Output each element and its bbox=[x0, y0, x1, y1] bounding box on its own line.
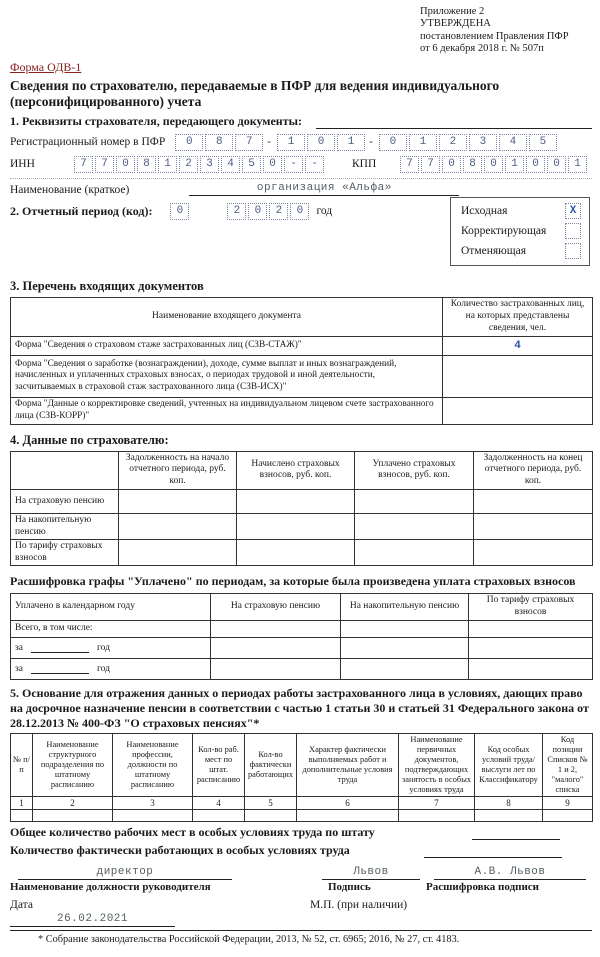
digit-cell[interactable]: 5 bbox=[242, 156, 261, 173]
checkbox-iskhodnaya[interactable]: X bbox=[565, 203, 581, 219]
digit-cell[interactable]: 0 bbox=[116, 156, 135, 173]
sign-label: Подпись bbox=[328, 881, 371, 894]
table-row bbox=[11, 637, 593, 658]
col-header: Задолженность на начало отчетного периода, руб. коп. bbox=[119, 451, 237, 490]
table-row bbox=[11, 620, 593, 637]
digit-cell[interactable]: 0 bbox=[484, 156, 503, 173]
year-cells bbox=[225, 203, 309, 220]
kpp-cells bbox=[398, 156, 587, 173]
digit-cell[interactable]: 2 bbox=[227, 203, 246, 220]
stamp-label: М.П. (при наличии) bbox=[310, 899, 408, 912]
reg-number-cells bbox=[173, 134, 557, 151]
year-blank-line[interactable] bbox=[31, 664, 89, 674]
col-header: Уплачено в календарном году bbox=[11, 594, 211, 621]
dash-separator: - bbox=[267, 136, 272, 149]
inn-kpp-row bbox=[10, 156, 592, 173]
dotted-guide-line bbox=[10, 178, 592, 179]
col-number: 3 bbox=[113, 797, 193, 810]
section1-blank-line[interactable] bbox=[316, 117, 592, 129]
digit-cell[interactable]: 3 bbox=[200, 156, 219, 173]
form-type-row bbox=[461, 223, 581, 239]
short-name-row bbox=[10, 182, 592, 196]
col-number: 8 bbox=[475, 797, 543, 810]
amount-cell[interactable] bbox=[237, 490, 355, 514]
digit-cell[interactable]: 4 bbox=[221, 156, 240, 173]
digit-cell[interactable]: 7 bbox=[235, 134, 263, 151]
col-header: На страховую пенсию bbox=[211, 594, 341, 621]
date-stamp-row bbox=[10, 899, 592, 911]
data-cell[interactable] bbox=[245, 810, 297, 822]
data-cell[interactable] bbox=[11, 810, 33, 822]
year-blank-line[interactable] bbox=[31, 643, 89, 653]
digit-cell[interactable]: 2 bbox=[439, 134, 467, 151]
data-cell[interactable] bbox=[33, 810, 113, 822]
amount-cell[interactable] bbox=[119, 490, 237, 514]
digit-cell[interactable]: 0 bbox=[307, 134, 335, 151]
reg-number-row bbox=[10, 134, 592, 151]
form-code-label: Форма ОДВ-1 bbox=[10, 59, 82, 74]
checkbox-korrektiruyushchaya[interactable] bbox=[565, 223, 581, 239]
col-header-document: Наименование входящего документа bbox=[11, 297, 443, 336]
digit-cell[interactable]: - bbox=[305, 156, 324, 173]
col-header: Код позиции Списков № 1 и 2, "малого" списка bbox=[543, 733, 593, 796]
signature-labels-row bbox=[10, 881, 592, 893]
staff-total-row bbox=[10, 825, 592, 840]
col-header: Наименование первичных документов, подтверждающих занятость в особых условиях труда bbox=[399, 733, 475, 796]
table-row bbox=[11, 490, 593, 514]
col-header: Код особых условий труда/ выслуги лет по Классификатору bbox=[475, 733, 543, 796]
digit-cell[interactable]: 1 bbox=[337, 134, 365, 151]
digit-cell[interactable]: 0 bbox=[248, 203, 267, 220]
table-row bbox=[11, 397, 593, 424]
digit-cell[interactable]: 4 bbox=[499, 134, 527, 151]
incoming-documents-table bbox=[10, 297, 593, 425]
row-label: На накопительную пенсию bbox=[11, 514, 119, 540]
amount-cell[interactable] bbox=[355, 540, 474, 566]
approval-line: УТВЕРЖДЕНА bbox=[420, 18, 491, 30]
type-label-iskhodnaya: Исходная bbox=[461, 204, 508, 217]
digit-cell[interactable]: 0 bbox=[290, 203, 309, 220]
section4-heading: 4. Данные по страхователю: bbox=[10, 432, 169, 447]
amount-cell[interactable] bbox=[474, 490, 593, 514]
col-header: № п/п bbox=[11, 733, 33, 796]
count-cell[interactable] bbox=[443, 355, 593, 397]
inn-cells bbox=[72, 156, 324, 173]
actual-total-row bbox=[10, 843, 592, 858]
document-name-cell: Форма "Сведения о страховом стаже застрахованных лиц (СЗВ-СТАЖ)" bbox=[11, 336, 443, 355]
row-label: По тарифу страховых взносов bbox=[11, 540, 119, 566]
digit-cell[interactable]: 0 bbox=[263, 156, 282, 173]
spacer bbox=[310, 881, 328, 893]
amount-cell[interactable] bbox=[341, 658, 469, 679]
section1-heading: 1. Реквизиты страхователя, передающего документы: bbox=[10, 113, 302, 128]
kpp-label: КПП bbox=[352, 158, 377, 171]
col-header-count: Количество застрахованных лиц, на которых представлены сведения, чел. bbox=[443, 297, 593, 336]
year-row-cell bbox=[11, 658, 211, 679]
digit-cell[interactable]: 7 bbox=[95, 156, 114, 173]
column-number-row bbox=[11, 797, 593, 810]
amount-cell[interactable] bbox=[341, 637, 469, 658]
section5-heading: 5. Основание для отражения данных о периодах работы застрахованного лица в условиях, дающих право на досрочное назначение пенсии в соответствии с частью 1 статьи 30 и статьей 31 Федерального закона от 28.12.2013 № 400-ФЗ "О страховых пенсиях"* bbox=[10, 685, 589, 730]
actual-total-blank[interactable] bbox=[424, 846, 562, 858]
amount-cell[interactable] bbox=[469, 637, 593, 658]
col-header: Характер фактически выполняемых работ и дополнительные условия труда bbox=[297, 733, 399, 796]
checkbox-otmenyayushchaya[interactable] bbox=[565, 243, 581, 259]
data-cell[interactable] bbox=[399, 810, 475, 822]
col-number: 7 bbox=[399, 797, 475, 810]
col-header: На накопительную пенсию bbox=[341, 594, 469, 621]
short-name-label: Наименование (краткое) bbox=[10, 183, 130, 196]
digit-cell[interactable]: 8 bbox=[205, 134, 233, 151]
col-header: Наименование структурного подразделения по штатному расписанию bbox=[33, 733, 113, 796]
form-type-row bbox=[461, 243, 581, 259]
digit-cell[interactable]: 0 bbox=[442, 156, 461, 173]
col-number: 2 bbox=[33, 797, 113, 810]
data-cell[interactable] bbox=[475, 810, 543, 822]
paid-breakdown-table bbox=[10, 593, 593, 680]
section2-heading: 2. Отчетный период (код): bbox=[10, 203, 153, 218]
section3-heading: 3. Перечень входящих документов bbox=[10, 278, 204, 293]
year-prefix: за bbox=[15, 642, 23, 653]
col-header: Уплачено страховых взносов, руб. коп. bbox=[355, 451, 474, 490]
amount-cell[interactable] bbox=[237, 540, 355, 566]
digit-cell[interactable]: 0 bbox=[170, 203, 189, 220]
digit-cell[interactable]: 7 bbox=[74, 156, 93, 173]
amount-cell[interactable] bbox=[355, 490, 474, 514]
amount-cell[interactable] bbox=[474, 514, 593, 540]
approval-block bbox=[420, 6, 592, 56]
table-row bbox=[11, 540, 593, 566]
paid-breakdown-heading: Расшифровка графы "Уплачено" по периодам, за которые была произведена уплата страховых взносов bbox=[10, 574, 576, 589]
count-cell[interactable]: 4 bbox=[443, 336, 593, 355]
col-header: Начислено страховых взносов, руб. коп. bbox=[237, 451, 355, 490]
special-conditions-table bbox=[10, 733, 593, 822]
amount-cell[interactable] bbox=[237, 514, 355, 540]
amount-cell[interactable] bbox=[119, 514, 237, 540]
digit-cell[interactable]: 0 bbox=[547, 156, 566, 173]
row-label: На страховую пенсию bbox=[11, 490, 119, 514]
footnote-rule bbox=[10, 930, 592, 931]
digit-cell[interactable]: 1 bbox=[277, 134, 305, 151]
approval-line: постановлением Правления ПФР bbox=[420, 30, 569, 42]
signature-field[interactable]: Львов bbox=[322, 866, 420, 880]
type-label-otmenyayushchaya: Отменяющая bbox=[461, 244, 526, 257]
col-header: Кол-во фактически работающих bbox=[245, 733, 297, 796]
inn-label: ИНН bbox=[10, 158, 35, 171]
digit-cell[interactable]: 8 bbox=[137, 156, 156, 173]
type-label-korrektiruyushchaya: Корректирующая bbox=[461, 224, 547, 237]
actual-total-label: Количество фактически работающих в особых условиях труда bbox=[10, 843, 350, 858]
col-header: Задолженность на конец отчетного периода, руб. коп. bbox=[474, 451, 593, 490]
count-cell[interactable] bbox=[443, 397, 593, 424]
year-prefix: за bbox=[15, 663, 23, 674]
staff-total-label: Общее количество рабочих мест в особых условиях труда по штату bbox=[10, 825, 375, 840]
position-field[interactable]: директор bbox=[18, 866, 232, 880]
data-cell[interactable] bbox=[543, 810, 593, 822]
digit-cell[interactable]: 1 bbox=[409, 134, 437, 151]
insurer-data-table bbox=[10, 451, 593, 567]
digit-cell[interactable]: 0 bbox=[175, 134, 203, 151]
digit-cell[interactable]: 7 bbox=[421, 156, 440, 173]
section2-block bbox=[10, 203, 592, 277]
amount-cell[interactable] bbox=[341, 620, 469, 637]
digit-cell[interactable]: 1 bbox=[505, 156, 524, 173]
dash-separator: - bbox=[369, 136, 373, 149]
form-type-row bbox=[461, 203, 581, 219]
total-row-label: Всего, в том числе: bbox=[11, 620, 211, 637]
digit-cell[interactable]: 0 bbox=[379, 134, 407, 151]
digit-cell[interactable]: 1 bbox=[568, 156, 587, 173]
year-word: год bbox=[316, 205, 333, 218]
table-row bbox=[11, 658, 593, 679]
table-row bbox=[11, 336, 593, 355]
data-cell[interactable] bbox=[193, 810, 245, 822]
amount-cell[interactable] bbox=[119, 540, 237, 566]
amount-cell[interactable] bbox=[211, 620, 341, 637]
reg-number-label: Регистрационный номер в ПФР bbox=[10, 136, 166, 149]
digit-cell[interactable]: 2 bbox=[269, 203, 288, 220]
signature-name-field[interactable]: А.В. Львов bbox=[434, 866, 586, 880]
date-field[interactable]: 26.02.2021 bbox=[10, 913, 175, 927]
page-title: Сведения по страхователю, передаваемые в ПФР для ведения индивидуального (персонифицированного) учета bbox=[10, 77, 500, 110]
table-row bbox=[11, 514, 593, 540]
footnote-text: * Собрание законодательства Российской Федерации, 2013, № 52, ст. 6965; 2016, № 27, ст. 4183. bbox=[38, 934, 460, 946]
year-row-cell bbox=[11, 637, 211, 658]
period-code-cells bbox=[168, 203, 189, 220]
amount-cell[interactable] bbox=[355, 514, 474, 540]
digit-cell[interactable]: 2 bbox=[179, 156, 198, 173]
document-name-cell: Форма "Данные о корректировке сведений, учтенных на индивидуальном лицевом счете застрахованного лица (СЗВ-КОРР)" bbox=[11, 397, 443, 424]
amount-cell[interactable] bbox=[474, 540, 593, 566]
digit-cell[interactable]: 0 bbox=[526, 156, 545, 173]
date-label: Дата bbox=[10, 899, 33, 912]
amount-cell[interactable] bbox=[469, 658, 593, 679]
digit-cell[interactable]: 1 bbox=[158, 156, 177, 173]
document-name-cell: Форма "Сведения о заработке (вознаграждении), доходе, сумме выплат и иных вознаграждений, начисленных и уплаченных страховых взносах, о периодах трудовой и иной деятельности, засчитываемых в страховой стаж застрахованного лица (СЗВ-ИСХ)" bbox=[11, 355, 443, 397]
digit-cell[interactable]: 5 bbox=[529, 134, 557, 151]
year-word: год bbox=[96, 642, 110, 653]
col-number: 5 bbox=[245, 797, 297, 810]
amount-cell[interactable] bbox=[469, 620, 593, 637]
empty-header-cell bbox=[11, 451, 119, 490]
col-header: По тарифу страховых взносов bbox=[469, 594, 593, 621]
col-number: 6 bbox=[297, 797, 399, 810]
col-number: 1 bbox=[11, 797, 33, 810]
col-header: Наименование профессии, должности по штатному расписанию bbox=[113, 733, 193, 796]
data-cell[interactable] bbox=[297, 810, 399, 822]
name-label: Расшифровка подписи bbox=[426, 881, 540, 894]
data-cell[interactable] bbox=[113, 810, 193, 822]
digit-cell[interactable]: 8 bbox=[463, 156, 482, 173]
digit-cell[interactable]: 7 bbox=[400, 156, 419, 173]
approval-line: от 6 декабря 2018 г. № 507п bbox=[420, 43, 544, 55]
approval-line: Приложение 2 bbox=[420, 6, 485, 17]
year-word: год bbox=[96, 663, 110, 674]
short-name-field[interactable]: организация «Альфа» bbox=[189, 182, 459, 196]
table-row bbox=[11, 810, 593, 822]
staff-total-blank[interactable] bbox=[472, 828, 560, 840]
col-number: 9 bbox=[543, 797, 593, 810]
position-label: Наименование должности руководителя bbox=[10, 881, 211, 894]
col-number: 4 bbox=[193, 797, 245, 810]
section1-heading-row bbox=[10, 114, 592, 129]
form-type-box bbox=[450, 197, 590, 266]
amount-cell[interactable] bbox=[211, 658, 341, 679]
signature-values-row bbox=[10, 866, 592, 880]
amount-cell[interactable] bbox=[211, 637, 341, 658]
col-header: Кол-во раб. мест по штат. расписанию bbox=[193, 733, 245, 796]
table-row bbox=[11, 355, 593, 397]
digit-cell[interactable]: - bbox=[284, 156, 303, 173]
digit-cell[interactable]: 3 bbox=[469, 134, 497, 151]
